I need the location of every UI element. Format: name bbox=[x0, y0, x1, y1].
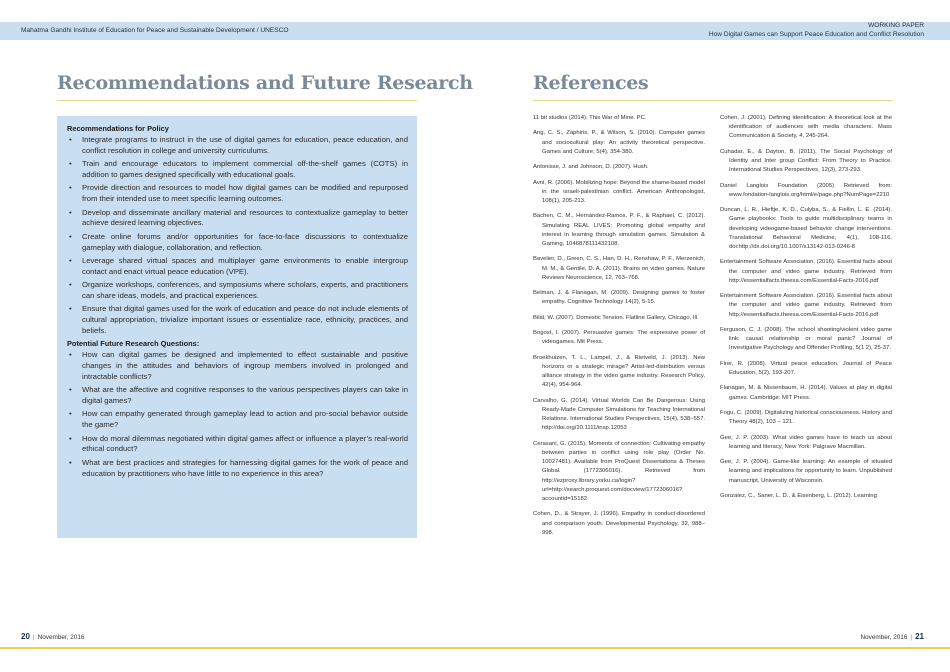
list-item: • Ensure that digital games used for the work of education and peace do not include elements of cultural appropriation, trivialize important issues or essentialize race, ethnicity, practices, and beliefs. bbox=[69, 304, 408, 335]
page-number-left: 20 bbox=[21, 632, 30, 641]
reference-entry: Carvalho, G. (2014). Virtual Worlds Can Be Dangerous: Using Ready-Made Computer Simulations for Teaching International Relations. International Studies Perspectives, 15(4), 538–557. http://doi.org/10.1111/insp.12053 bbox=[533, 397, 705, 432]
header-paper-title: How Digital Games can Support Peace Education and Conflict Resolution bbox=[708, 30, 924, 38]
reference-entry: Broekhuizen, T. L., Lampel, J., & Rietveld, J. (2013). New horizons or a strategic mirage? Artist-led-distribution versus alliance strategy in the video game industry. Research Policy, 42(4), 954-964. bbox=[533, 354, 705, 389]
reference-entry: Firer, R. (2008). Virtual peace education. Journal of Peace Education, 5(2), 193-207. bbox=[720, 360, 892, 376]
reference-entry: Ang, C. S., Zaphiris, P., & Wilson, S. (2010). Computer games and sociocultural play: An activity theoretical perspective. Games and Culture, 5(4), 354-380. bbox=[533, 130, 705, 155]
footer-separator: | bbox=[32, 634, 35, 641]
reference-entry: Gee, J. P. (2004). Game-like learning: An example of situated learning and implications for opportunity to learn. Unpublished manuscript, University of Wisconsin. bbox=[720, 459, 892, 484]
policy-list bbox=[67, 135, 408, 337]
recommendations-box bbox=[57, 116, 417, 538]
footer-separator: | bbox=[910, 634, 913, 641]
header-paper-info bbox=[709, 22, 924, 39]
list-item: • Provide direction and resources to model how digital games can be modified and repurposed from their intended use to meet specific learning outcomes. bbox=[69, 183, 408, 204]
footer-right bbox=[861, 632, 924, 641]
list-item: • Leverage shared virtual spaces and multiplayer game environments to enable intergroup contact and enact virtual peace education (VPE). bbox=[69, 255, 408, 276]
reference-entry: Gee, J. P. (2003). What video games have to teach us about learning and literacy, New York: Palgrave Macmillan. bbox=[720, 434, 892, 450]
reference-entry: Daniel Langlois Foundation (2005) Retrieved from: www.fondation-langlois.org/html/e/page.php?NumPage=2210 bbox=[720, 182, 892, 198]
header-organization: Mahatma Gandhi Institute of Education for Peace and Sustainable Development / UNESCO bbox=[21, 27, 289, 34]
reference-entry: Fogu, C. (2009). Digitalizing historical consciousness. History and Theory 48(2), 103 – 121. bbox=[720, 409, 892, 426]
references-column-1 bbox=[533, 114, 705, 544]
reference-entry: Cohen, J. (2001). Defining identification: A theoretical look at the identification of audiences with media characters. Mass Communication & Society, 4, 245-264. bbox=[720, 115, 892, 140]
footer-left bbox=[21, 632, 84, 641]
page-title-references: References bbox=[533, 72, 649, 94]
page-number-right: 21 bbox=[915, 632, 924, 641]
reference-entry: Duncan, L. R., Hieftje, K. D., Culyba, S., & Fiellin, L. E. (2014). Game playbooks: Tools to guide multidisciplinary teams in developing videogame-based behavior change interventions. Translational Behavioral Medicine, 4(1), 108-116. doi:http://dx.doi.org/10.1007/s13142-013-0246-8 bbox=[720, 207, 892, 250]
reference-entry: Bogost, I. (2007). Persuasive games: The expressive power of videogames. Mit Press. bbox=[533, 330, 705, 346]
list-item: • How do moral dilemmas negotiated within digital games affect or influence a player’s real-world ethical conduct? bbox=[69, 433, 408, 454]
reference-entry: 11 bit studios (2014). This War of Mine. PC. bbox=[533, 115, 647, 121]
reference-entry: Avni, R. (2006). Mobilizing hope: Beyond the shame-based model in the israeli-palestinian conflict. American Anthropologist, 108(1), 205-213. bbox=[533, 179, 705, 204]
list-item: • What are best practices and strategies for harnessing digital games for the work of peace and education by practitioners who have little to no experience in this area? bbox=[69, 457, 408, 478]
reference-entry: Entertainment Software Association. (2016). Essential facts about the computer and video game industry. Retrieved from http://essentialfacts.theesa.com/Essential-Facts-2016.pdf bbox=[720, 293, 892, 318]
reference-entry: Bavelier, D., Green, C. S., Han, D. H., Renshaw, P. F., Merzenich, M. M., & Gentile, D. A. (2011). Brains on video games. Nature Reviews Neuroscience, 12, 763–768. bbox=[533, 256, 705, 281]
reference-entry: Flanagan, M. & Nissenbaum, H. (2014). Values at play in digital games. Cambridge: MIT Press. bbox=[720, 385, 892, 401]
reference-entry: Bilal, W. (2007). Domestic Tension. Flatline Gallery, Chicago, Ill. bbox=[533, 314, 699, 321]
list-item: • How can digital games be designed and implemented to effect sustainable and positive changes in the attitudes and behaviors of ingroup members involved in prolonged and intractable conflicts? bbox=[69, 350, 408, 381]
reference-entry: Belman, J. & Flanagan, M. (2009). Designing games to foster empathy. Cognitive Technology 14(2), 5-15. bbox=[533, 290, 705, 306]
title-divider bbox=[57, 100, 417, 101]
reference-entry: Bachen, C. M., Hernández-Ramos, P. F., & Raphael, C. (2012). Simulating REAL LIVES: Promoting global empathy and interest in learning through simulation games. Simulation & Gaming, 1046878111432108. bbox=[533, 213, 705, 247]
page-title-recommendations: Recommendations and Future Research bbox=[57, 72, 473, 94]
list-item: • Integrate programs to instruct in the use of digital games for education, peace education, and conflict resolution in college and university curriculums. bbox=[69, 135, 408, 155]
research-heading: Potential Future Research Questions: bbox=[67, 339, 200, 349]
footer-date-left: November, 2016 bbox=[37, 634, 85, 641]
reference-entry: Cuhadar, E., & Dayton, B. (2011). The Social Psychology of Identity and Inter group Conflict: From Theory to Practice. International Studies Perspectives, 12(3), 273-293. bbox=[720, 148, 892, 174]
research-list bbox=[67, 350, 408, 479]
reference-entry: Cohen, D., & Strayer, J. (1996). Empathy in conduct-disordered and comparison youth. Developmental Psychology, 32, 988–998. bbox=[533, 511, 705, 536]
list-item: • What are the affective and cognitive responses to the various perspectives players can take in digital games? bbox=[69, 385, 408, 406]
policy-heading: Recommendations for Policy bbox=[67, 124, 169, 133]
footer-date-right: November, 2016 bbox=[860, 634, 908, 641]
list-item: • Develop and disseminate ancillary material and resources to contextualize gameplay to better achieve desired learning objectives. bbox=[69, 207, 408, 228]
reference-entry: Ferguson, C. J. (2008). The school shooting/violent video game link: causal relationship or moral panic? Journal of Investigative Psychology and Offender Profiling, 5(1 2), 25-37. bbox=[720, 326, 892, 352]
list-item: • Organize workshops, conferences, and symposiums where scholars, experts, and practitioners can share ideas, models, and practical experiences. bbox=[69, 280, 408, 300]
list-item: • Create online forums and/or opportunities for face-to-face discussions to contextualize gameplay with dialogue, collaboration, and reflection. bbox=[69, 231, 408, 252]
title-divider bbox=[533, 100, 893, 101]
header-working-paper: WORKING PAPER bbox=[868, 22, 924, 29]
list-item: • Train and encourage educators to implement commercial off-the-shelf games (COTS) in addition to games designed specifically with educational goals. bbox=[69, 159, 408, 179]
references-column-2 bbox=[720, 114, 892, 507]
reference-entry: Cerasani, G. (2015). Moments of connection: Cultivating empathy between parties in conflict using role play (Order No. 10027481). Available from ProQuest Dissertations & Theses Global. (1772306016). Retrieved from http://ezproxy.library.yorku.ca/login?url=http://search.proquest.com/docview/1772306016?accountid=15182 bbox=[533, 440, 705, 502]
list-item: • How can empathy generated through gameplay lead to action and pro-social behavior outside the game? bbox=[69, 409, 408, 430]
reference-entry: Antonisse, J. and Johnson, D. (2007). Hush. bbox=[533, 164, 649, 171]
reference-entry: Entertainment Software Association. (2016). Essential facts about the computer and video game industry. Retrieved from http://essentialfacts.theesa.com/Essential-Facts-2016.pdf bbox=[720, 259, 892, 284]
footer-rule bbox=[0, 647, 950, 649]
reference-entry: Gonzalez, C., Saner, L. D., & Eisenberg, L. (2012). Learning bbox=[720, 492, 877, 499]
